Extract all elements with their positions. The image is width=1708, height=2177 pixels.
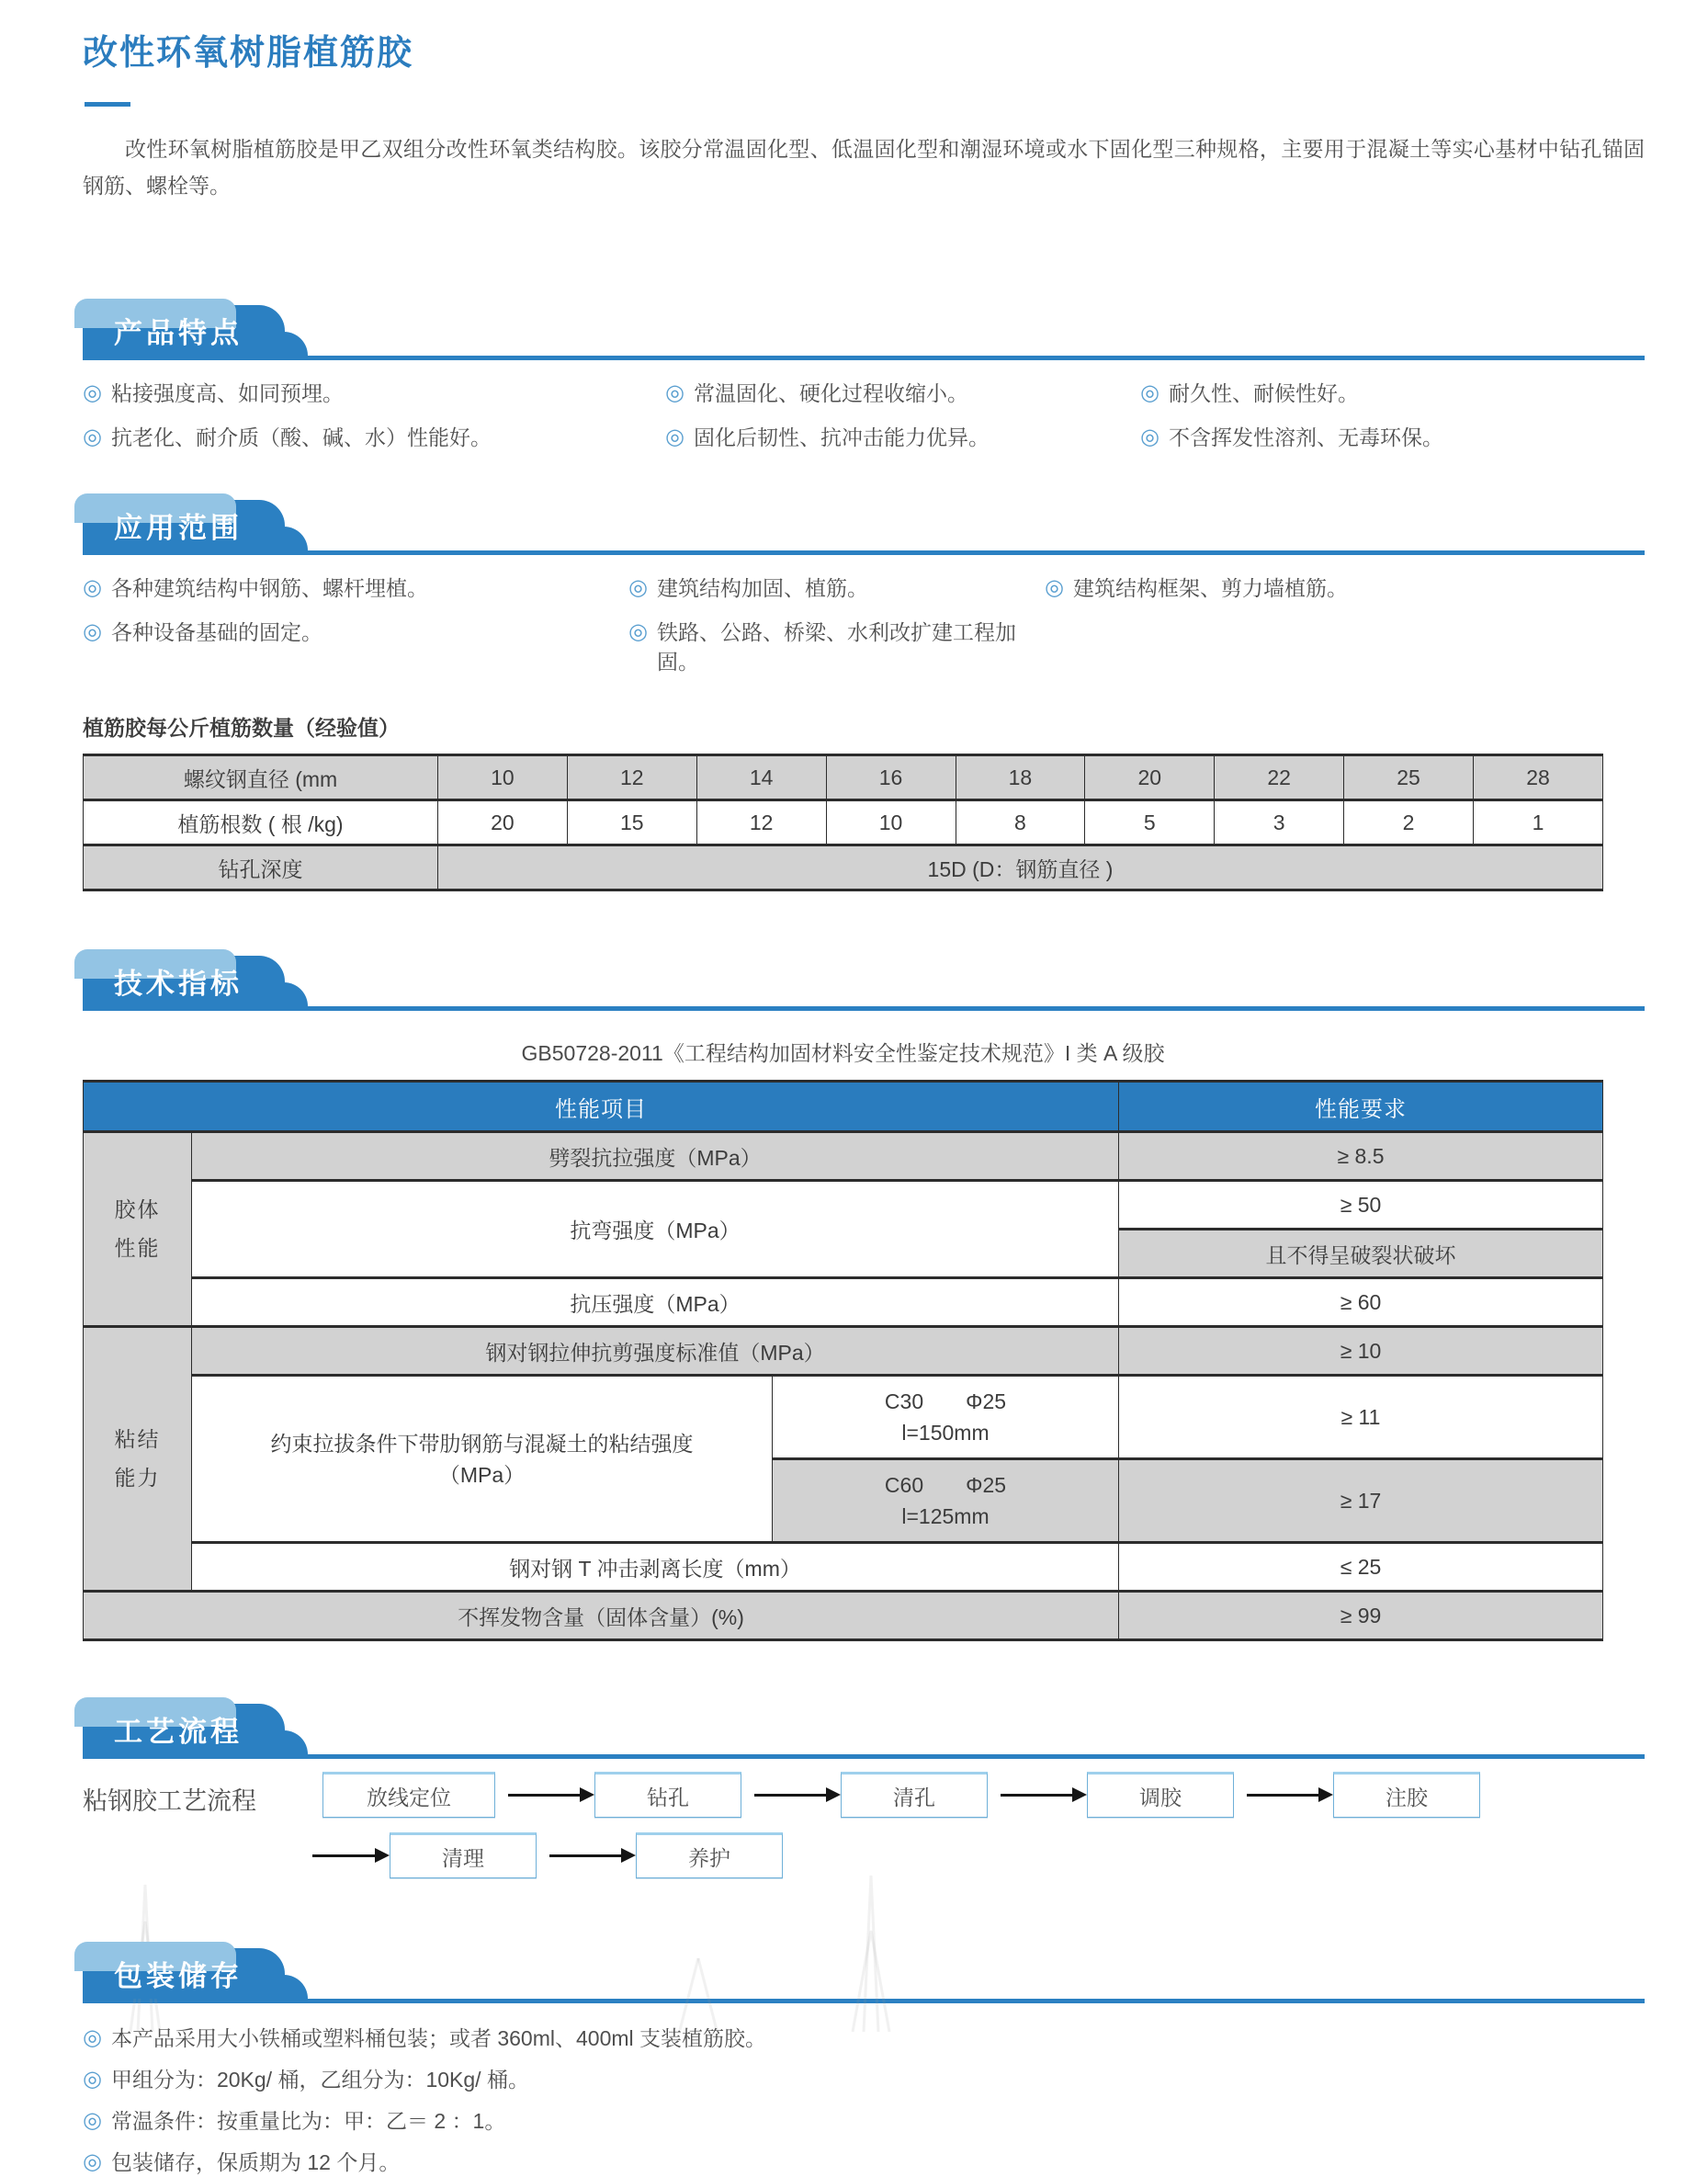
badge-tail-shape — [284, 332, 308, 356]
section-banner-process — [83, 1702, 1645, 1759]
split-tensile-row — [84, 1132, 1603, 1181]
flow-step-clean-hole: 清孔 — [841, 1772, 988, 1818]
group-glue-performance — [84, 1132, 192, 1327]
flow-step-drill: 钻孔 — [594, 1772, 741, 1818]
bullet-icon: ◎ — [1045, 575, 1064, 600]
count-value-cell: 2 — [1344, 800, 1474, 845]
diameter-value-cell: 16 — [826, 755, 956, 800]
flow-step-cleanup: 清理 — [390, 1832, 537, 1878]
c30-length: l=150mm — [901, 1421, 990, 1445]
packaging-item — [83, 2024, 1645, 2053]
diameter-value-cell: 22 — [1215, 755, 1344, 800]
count-value-cell: 3 — [1215, 800, 1344, 845]
rebar-diameter-row — [84, 755, 1603, 800]
section-heading-packaging: 包装储存 — [114, 1960, 243, 1992]
packaging-text: 包装储存，保质期为 12 个月。 — [110, 2150, 401, 2174]
intro-paragraph: 改性环氧树脂植筋胶是甲乙双组分改性环氧类结构胶。该胶分常温固化型、低温固化型和潮湿环境或水下固化型三种规格，主要用于混凝土等实心基材中钻孔锚固钢筋、螺栓等。 — [83, 137, 1645, 198]
rebar-table-caption: 植筋胶每公斤植筋数量（经验值） — [83, 716, 400, 740]
badge-tail-shape — [284, 1975, 308, 1999]
flow-step-inject-glue: 注胶 — [1333, 1772, 1480, 1818]
bullet-icon: ◎ — [1140, 425, 1159, 449]
section-banner-tech — [83, 954, 1645, 1011]
nonvolatile-label: 不挥发物含量（固体含量）(%) — [84, 1592, 1119, 1640]
section-badge — [83, 1704, 285, 1754]
diameter-value-cell: 25 — [1344, 755, 1474, 800]
group-label: 胶体性能 — [114, 1197, 161, 1260]
badge-tail-shape — [284, 982, 308, 1006]
feature-item — [665, 379, 1140, 408]
tech-col-req-header: 性能要求 — [1119, 1082, 1603, 1132]
banner-underline — [83, 1754, 1645, 1759]
bullet-icon: ◎ — [628, 575, 648, 600]
diameter-value-cell: 18 — [956, 755, 1085, 800]
tech-spec-table — [83, 1080, 1603, 1641]
bullet-icon: ◎ — [83, 2149, 102, 2174]
application-item — [1045, 573, 1645, 603]
rebar-depth-row — [84, 845, 1603, 890]
packaging-item — [83, 2148, 1645, 2177]
c60-diameter: Φ25 — [966, 1473, 1007, 1497]
tech-header-row — [84, 1082, 1603, 1132]
flexural-req-note: 且不得呈破裂状破坏 — [1119, 1230, 1603, 1278]
feature-text: 固化后韧性、抗冲击能力优异。 — [693, 425, 990, 449]
bullet-icon: ◎ — [83, 2108, 102, 2133]
bond-c30-condition — [773, 1376, 1119, 1459]
application-item — [83, 573, 628, 603]
section-banner-packaging — [83, 1946, 1645, 2003]
application-item — [628, 573, 1045, 603]
flow-step-curing: 养护 — [636, 1832, 783, 1878]
compressive-req: ≥ 60 — [1119, 1278, 1603, 1327]
flexural-label: 抗弯强度（MPa） — [192, 1181, 1119, 1278]
badge-tail-shape — [284, 527, 308, 550]
packaging-list — [83, 2024, 1645, 2177]
feature-item — [1140, 379, 1645, 408]
compressive-label: 抗压强度（MPa） — [192, 1278, 1119, 1327]
flow-arrow-icon — [312, 1854, 377, 1857]
feature-text: 粘接强度高、如同预埋。 — [110, 381, 344, 405]
rebar-depth-label: 钻孔深度 — [84, 845, 438, 890]
flow-step-mix-glue: 调胶 — [1087, 1772, 1234, 1818]
flow-arrow-icon — [508, 1794, 582, 1797]
c60-length: l=125mm — [901, 1504, 990, 1528]
application-text: 铁路、公路、桥梁、水利改扩建工程加固。 — [656, 620, 1016, 674]
count-value-cell: 10 — [826, 800, 956, 845]
application-list — [83, 573, 1645, 676]
flow-arrow-icon — [549, 1854, 623, 1857]
banner-underline — [83, 1999, 1645, 2003]
flow-arrow-icon — [754, 1794, 828, 1797]
nonvolatile-req: ≥ 99 — [1119, 1592, 1603, 1640]
feature-item — [1140, 423, 1645, 452]
diameter-value-cell: 20 — [1085, 755, 1215, 800]
section-badge — [83, 1948, 285, 1999]
process-flowchart — [83, 1772, 1645, 1910]
tech-col-item-header: 性能项目 — [84, 1082, 1119, 1132]
bullet-icon: ◎ — [83, 2067, 102, 2092]
diameter-value-cell: 28 — [1474, 755, 1603, 800]
packaging-text: 甲组分为：20Kg/ 桶，乙组分为：10Kg/ 桶。 — [110, 2068, 529, 2092]
application-text: 各种建筑结构中钢筋、螺杆埋植。 — [110, 576, 428, 600]
feature-item — [665, 423, 1140, 452]
shear-row — [84, 1327, 1603, 1376]
flow-row-1 — [322, 1772, 1645, 1818]
bond-strength-unit: （MPa） — [438, 1462, 526, 1487]
flexural-req: ≥ 50 — [1119, 1181, 1603, 1230]
bond-strength-text: 约束拉拔条件下带肋钢筋与混凝土的粘结强度 — [270, 1431, 694, 1456]
bullet-icon: ◎ — [83, 380, 102, 405]
application-item — [83, 618, 628, 676]
bullet-icon: ◎ — [1140, 380, 1159, 405]
application-text: 各种设备基础的固定。 — [110, 620, 322, 644]
diameter-value-cell: 12 — [567, 755, 696, 800]
count-value-cell: 8 — [956, 800, 1085, 845]
feature-item — [83, 423, 665, 452]
flow-arrow-icon — [1001, 1794, 1074, 1797]
banner-underline — [83, 356, 1645, 360]
rebar-count-label: 植筋根数 ( 根 /kg) — [84, 800, 438, 845]
section-heading-tech: 技术指标 — [114, 968, 243, 1000]
bond-c30-row — [84, 1376, 1603, 1459]
section-badge — [83, 305, 285, 356]
compressive-row — [84, 1278, 1603, 1327]
badge-tail-shape — [284, 1730, 308, 1754]
bullet-icon: ◎ — [665, 380, 684, 405]
diameter-value-cell: 10 — [438, 755, 568, 800]
flexural-row — [84, 1181, 1603, 1230]
group-bond-capacity — [84, 1327, 192, 1592]
packaging-text: 本产品采用大小铁桶或塑料桶包装；或者 360ml、400ml 支装植筋胶。 — [110, 2026, 767, 2050]
feature-text: 抗老化、耐介质（酸、碱、水）性能好。 — [110, 425, 492, 449]
feature-text: 常温固化、硬化过程收缩小。 — [693, 381, 968, 405]
nonvolatile-row — [84, 1592, 1603, 1640]
feature-text: 不含挥发性溶剂、无毒环保。 — [1168, 425, 1443, 449]
section-banner-features — [83, 303, 1645, 360]
application-text: 建筑结构框架、剪力墙植筋。 — [1072, 576, 1348, 600]
section-heading-features: 产品特点 — [114, 317, 243, 349]
rebar-depth-value: 15D (D：钢筋直径 ) — [438, 845, 1603, 890]
peel-label: 钢对钢 T 冲击剥离长度（mm） — [192, 1543, 1119, 1592]
packaging-item — [83, 2065, 1645, 2094]
group-label: 粘结能力 — [114, 1427, 161, 1490]
title-underline — [85, 102, 130, 107]
count-value-cell: 5 — [1085, 800, 1215, 845]
packaging-item — [83, 2106, 1645, 2136]
section-badge — [83, 500, 285, 550]
split-tensile-req: ≥ 8.5 — [1119, 1132, 1603, 1181]
count-value-cell: 15 — [567, 800, 696, 845]
banner-underline — [83, 1006, 1645, 1011]
c30-diameter: Φ25 — [966, 1389, 1007, 1413]
bullet-icon: ◎ — [83, 575, 102, 600]
feature-item — [83, 379, 665, 408]
section-heading-process: 工艺流程 — [114, 1716, 243, 1748]
application-item — [628, 618, 1045, 676]
bond-c60-req: ≥ 17 — [1119, 1459, 1603, 1543]
bond-strength-label — [192, 1376, 773, 1543]
flow-step-layout: 放线定位 — [322, 1772, 495, 1818]
bond-c60-condition — [773, 1459, 1119, 1543]
shear-label: 钢对钢拉伸抗剪强度标准值（MPa） — [192, 1327, 1119, 1376]
page-title: 改性环氧树脂植筋胶 — [83, 34, 414, 73]
application-text: 建筑结构加固、植筋。 — [656, 576, 868, 600]
section-badge — [83, 956, 285, 1006]
feature-list — [83, 379, 1645, 452]
feature-text: 耐久性、耐候性好。 — [1168, 381, 1359, 405]
flow-row-2 — [312, 1832, 1645, 1878]
peel-row — [84, 1543, 1603, 1592]
peel-req: ≤ 25 — [1119, 1543, 1603, 1592]
tech-standard-caption: GB50728-2011《工程结构加固材料安全性鉴定技术规范》I 类 A 级胶 — [521, 1041, 1165, 1065]
bullet-icon: ◎ — [83, 2025, 102, 2050]
bullet-icon: ◎ — [665, 425, 684, 449]
shear-req: ≥ 10 — [1119, 1327, 1603, 1376]
section-heading-applications: 应用范围 — [114, 512, 243, 544]
banner-underline — [83, 550, 1645, 555]
bullet-icon: ◎ — [83, 619, 102, 644]
flow-arrow-icon — [1247, 1794, 1320, 1797]
packaging-text: 常温条件：按重量比为：甲：乙＝ 2 ：1。 — [110, 2109, 506, 2133]
bullet-icon: ◎ — [628, 619, 648, 644]
rebar-count-row — [84, 800, 1603, 845]
count-value-cell: 12 — [696, 800, 826, 845]
process-subtitle: 粘钢胶工艺流程 — [83, 1787, 256, 1815]
section-banner-applications — [83, 498, 1645, 555]
bond-c30-req: ≥ 11 — [1119, 1376, 1603, 1459]
bullet-icon: ◎ — [83, 425, 102, 449]
diameter-value-cell: 14 — [696, 755, 826, 800]
split-tensile-label: 劈裂抗拉强度（MPa） — [192, 1132, 1119, 1181]
c60-grade: C60 — [884, 1473, 924, 1497]
count-value-cell: 1 — [1474, 800, 1603, 845]
rebar-diameter-label: 螺纹钢直径 (mm — [84, 755, 438, 800]
rebar-quantity-table — [83, 754, 1603, 891]
c30-grade: C30 — [884, 1389, 924, 1413]
count-value-cell: 20 — [438, 800, 568, 845]
